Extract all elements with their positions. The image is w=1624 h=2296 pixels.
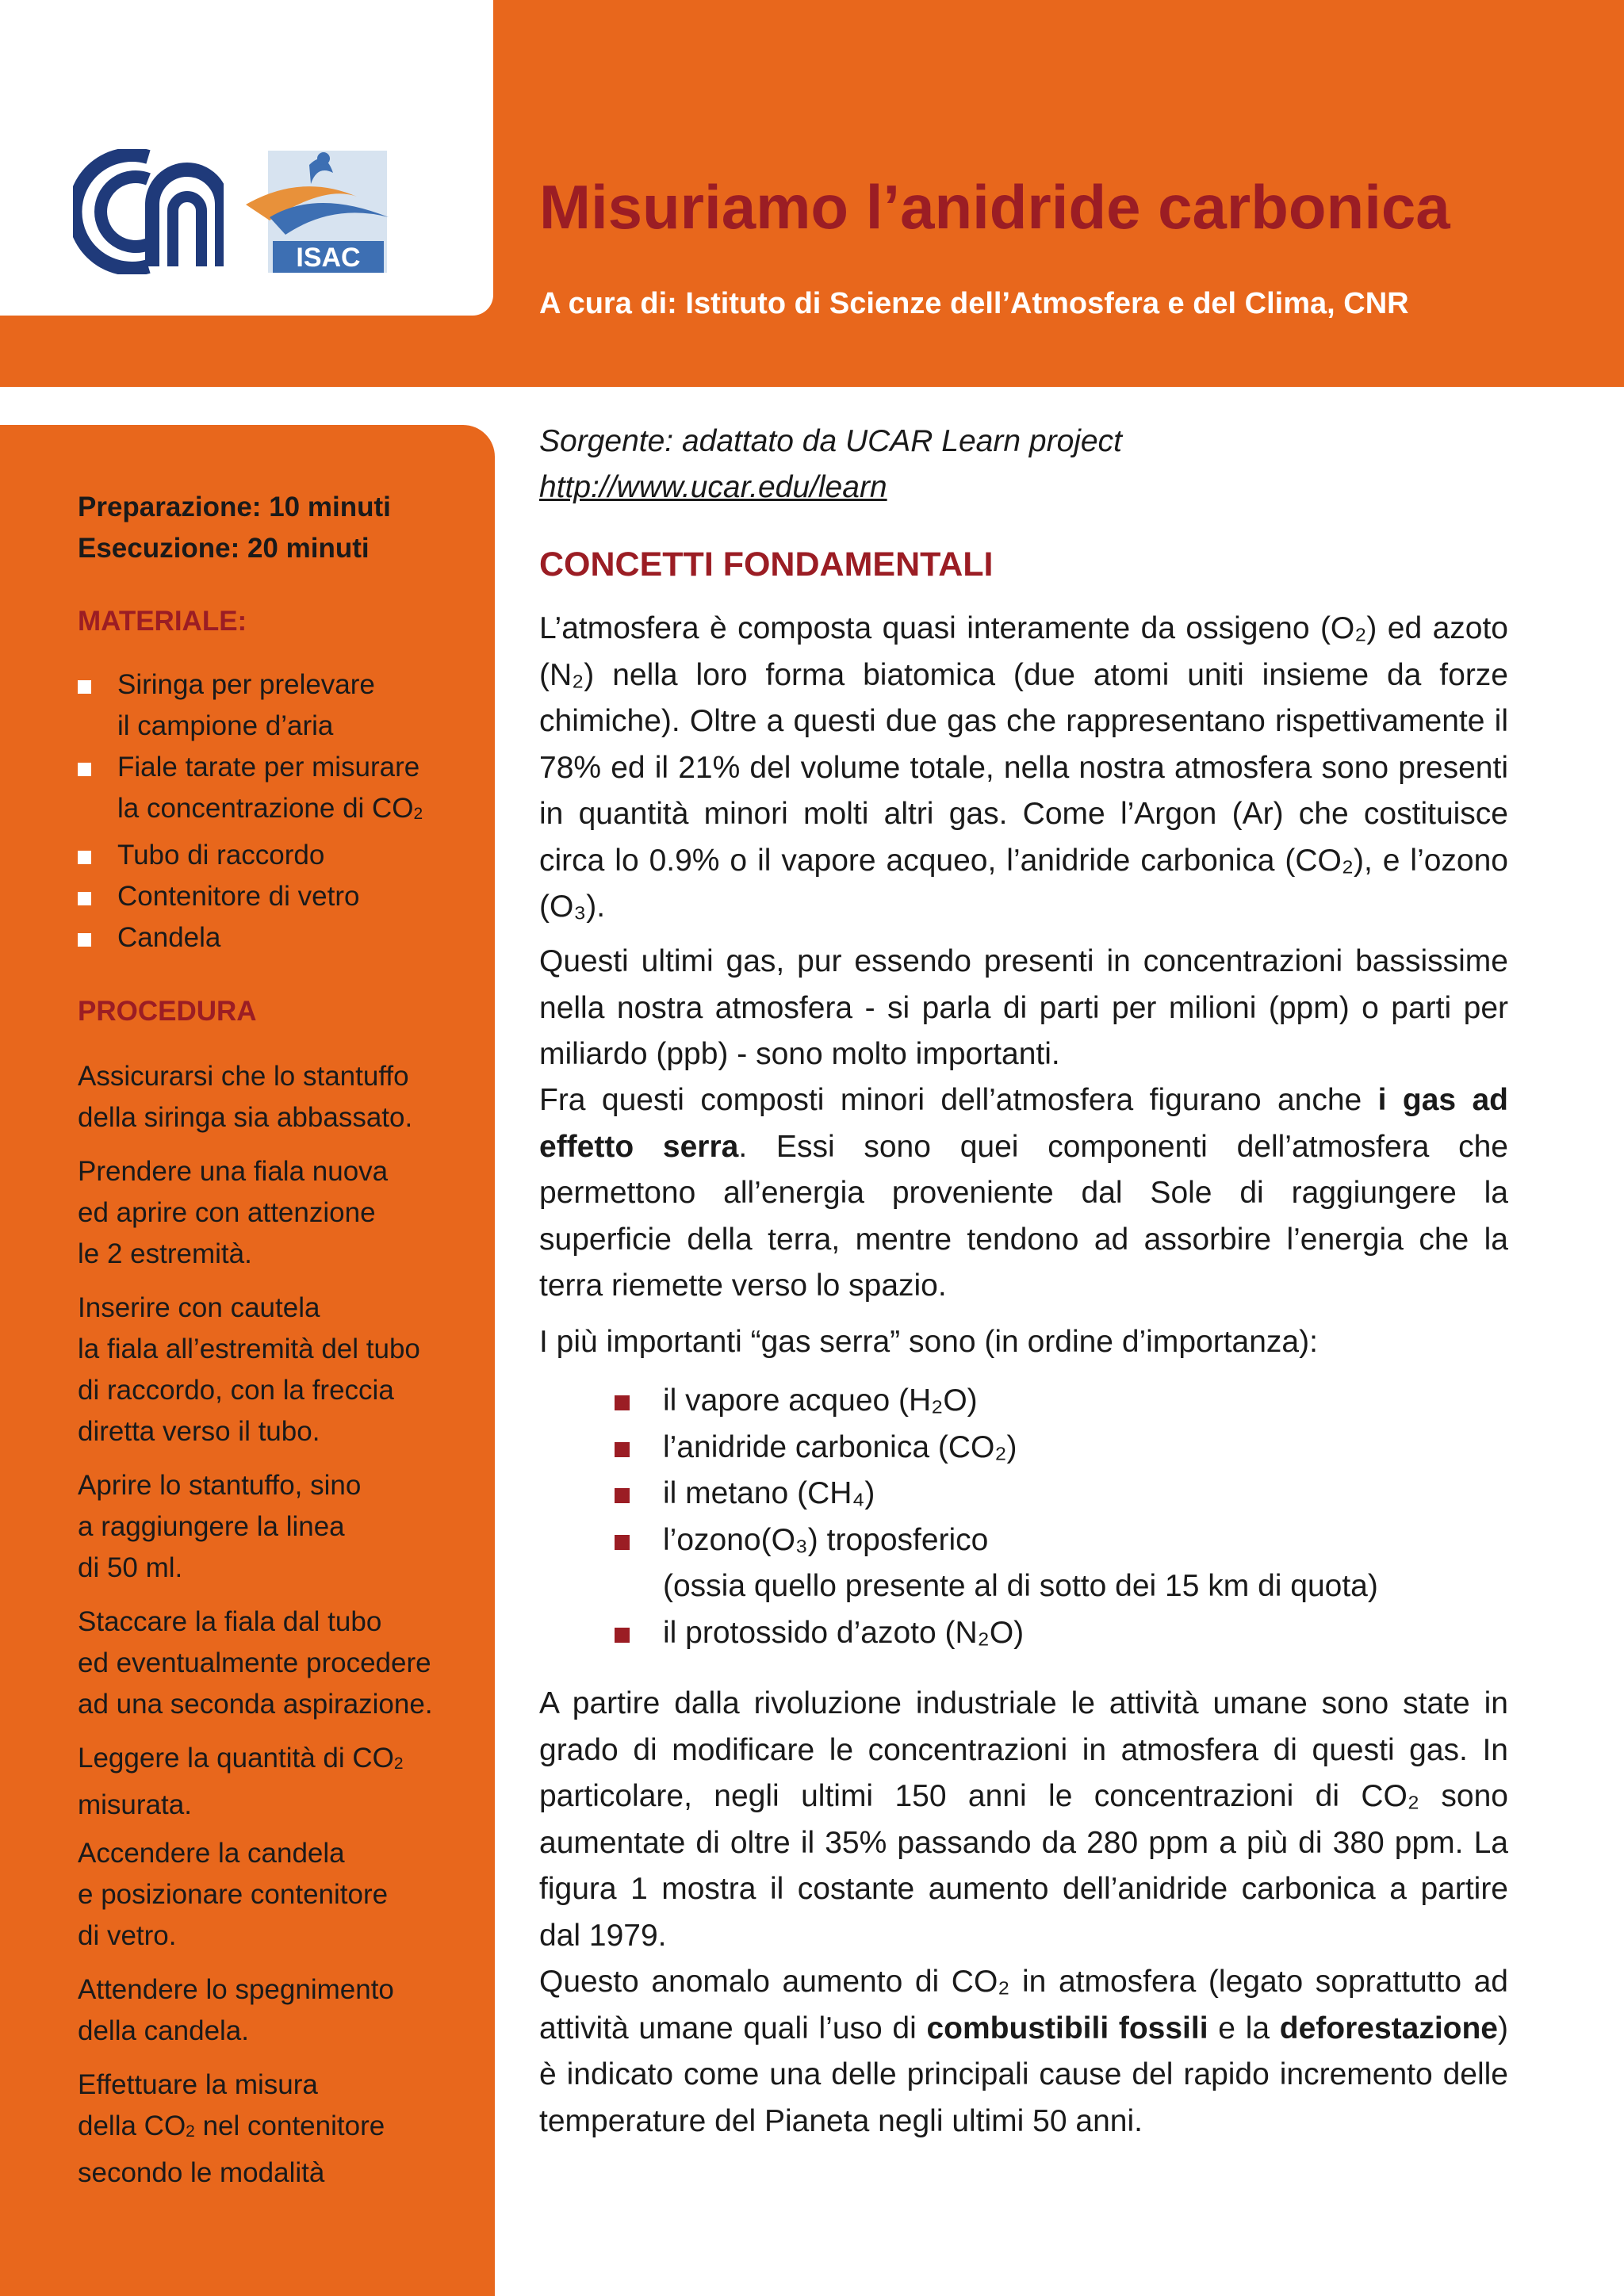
paragraph: Fra questi composti minori dell’atmosfera figurano anche i gas ad effetto serra. Essi sono quei componenti dell’atmosfera che permettono all’energia proveniente dal Sole di raggiungere la superficie della terra, mentre tendono ad assorbire l’energia che la terra riemette verso lo spazio. [539,1083,1508,1303]
square-bullet-icon [78,892,91,905]
list-item: l’anidride carbonica (CO₂) [611,1425,1378,1471]
procedure-step: Aprire lo stantuffo, sino a raggiungere la linea di 50 ml. [78,1470,362,1583]
concepts-heading: CONCETTI FONDAMENTALI [539,545,994,584]
list-item: Siringa per prelevare il campione d’aria [78,664,423,747]
square-bullet-icon [78,763,91,776]
paragraph: L’atmosfera è composta quasi interamente da ossigeno (O₂) ed azoto (N₂) nella loro forma biatomica (due atomi uniti insieme da forze chimiche). Oltre a questi due gas che rappresentano rispettivamente il 78% ed il 21% del volume totale, nella nostra atmosfera sono presenti in quantità minori molti altri gas. Come l’Argon (Ar) che costituisce circa lo 0.9% o il vapore acqueo, l’anidride carbonica (CO₂), e l’ozono (O₃). [539,611,1508,924]
exec-time: Esecuzione: 20 minuti [78,533,370,564]
prep-time: Preparazione: 10 minuti [78,492,391,522]
logo-box [0,0,493,316]
procedure-step: Staccare la fiala dal tubo ed eventualmente procedere ad una seconda aspirazione. [78,1606,433,1720]
paragraph: Questo anomalo aumento di CO₂ in atmosfera (legato soprattutto ad attività umane quali l’uso di combustibili fossili e la deforestazione) è indicato come una delle principali cause del rapido incremento delle temperature del Pianeta negli ultimi 50 anni. [539,1965,1508,2138]
isac-logo [238,141,411,276]
paragraph: I più importanti “gas serra” sono (in ordine d’importanza): [539,1325,1318,1359]
svg-text:ISAC: ISAC [296,243,361,273]
procedure-step: Effettuare la misura della $CO_2$ nel contenitore secondo le modalità [78,2069,385,2189]
procedure-step: Leggere la quantità di $CO_2$ misurata. [78,1743,404,1821]
materials-list [78,664,423,959]
list-item: Contenitore di vetro [78,876,423,917]
cnr-logo [73,149,224,274]
procedure-step: Prendere una fiala nuova ed aprire con attenzione le 2 estremità. [78,1156,389,1269]
square-bullet-icon [615,1488,630,1503]
square-bullet-icon [78,851,91,864]
procedure-step: Attendere lo spegnimento della candela. [78,1974,394,2046]
list-item: Fiale tarate per misurare la concentrazione di $CO_2$ [78,747,423,835]
greenhouse-gas-list [611,1378,1378,1656]
square-bullet-icon [615,1628,630,1643]
procedure-step: Accendere la candela e posizionare contenitore di vetro. [78,1838,389,1951]
source-line: Sorgente: adattato da UCAR Learn project [539,424,1122,458]
procedure-heading: PROCEDURA [78,996,257,1027]
procedure-step: Assicurarsi che lo stantuffo della siringa sia abbassato. [78,1061,413,1133]
materials-heading: MATERIALE: [78,606,247,637]
source-link[interactable]: http://www.ucar.edu/learn [539,470,887,504]
square-bullet-icon [615,1442,630,1457]
procedure-step: Inserire con cautela la fiala all’estremità del tubo di raccordo, con la freccia diretta verso il tubo. [78,1292,420,1447]
paragraph: Questi ultimi gas, pur essendo presenti in concentrazioni bassissime nella nostra atmosfera - si parla di parti per milioni (ppm) o parti per miliardo (ppb) - sono molto importanti. [539,944,1508,1071]
square-bullet-icon [615,1535,630,1550]
main-content [539,419,1508,511]
list-item: il metano (CH₄) [611,1471,1378,1517]
paragraph: A partire dalla rivoluzione industriale le attività umane sono state in grado di modificare le concentrazioni in atmosfera di questi gas. In particolare, negli ultimi 150 anni le concentrazioni di CO₂ sono aumentate di oltre il 35% passando da 280 ppm a più di 380 ppm. La figura 1 mostra il costante aumento dell’anidride carbonica a partire dal 1979. [539,1686,1508,1953]
page-subtitle: A cura di: Istituto di Scienze dell’Atmosfera e del Clima, CNR [539,287,1409,320]
list-item: Tubo di raccordo [78,835,423,876]
list-item: il protossido d’azoto (N₂O) [611,1610,1378,1657]
square-bullet-icon [78,680,91,694]
list-item: il vapore acqueo (H₂O) [611,1378,1378,1425]
square-bullet-icon [615,1395,630,1410]
list-item: Candela [78,917,423,959]
page-title: Misuriamo l’anidride carbonica [539,172,1450,242]
list-item: l’ozono(O₃) troposferico (ossia quello presente al di sotto dei 15 km di quota) [611,1517,1378,1610]
square-bullet-icon [78,933,91,947]
